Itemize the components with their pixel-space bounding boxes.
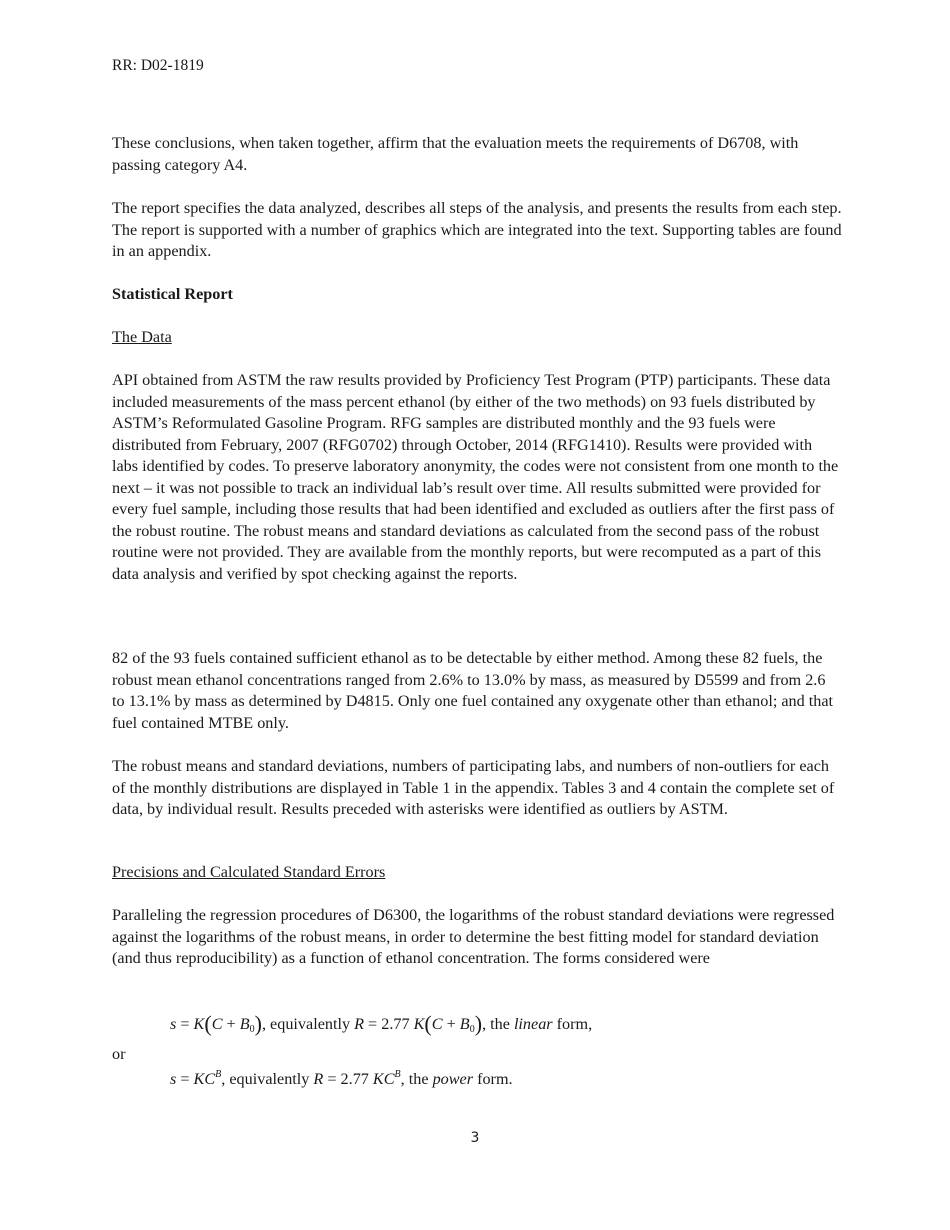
linear-equation-s: $s = K(C + B_0)$ [170, 1011, 262, 1036]
the-data-heading: The Data [112, 328, 172, 346]
linear-connector: , equivalently [261, 1015, 355, 1033]
the-data-heading-wrap [112, 327, 842, 349]
data-paragraph-3: The robust means and standard deviations, numbers of participating labs, and numbers of non-outliers for each of the monthly distributions are displayed in Table 1 in the appendix. Tables 3 and 4 contain the complete set of data, by individual result. Results preceded with asterisks were identified as outliers by ASTM. [112, 757, 835, 818]
power-tail-pre: , the [400, 1070, 433, 1088]
linear-tail-post: form, [552, 1015, 593, 1033]
linear-word: linear [513, 1015, 553, 1033]
report-id-header: RR: D02-1819 [112, 57, 204, 74]
statistical-report-heading: Statistical Report [112, 285, 233, 303]
power-equation-s: $s = KC^B$ [170, 1069, 222, 1088]
precision-paragraph-1: Paralleling the regression procedures of D6300, the logarithms of the robust standard deviations were regressed against the logarithms of the robust means, in order to determine the best fitting model for standard deviation (and thus reproducibility) as a function of ethanol concentration. The forms considered were [112, 906, 835, 967]
power-connector: , equivalently [221, 1070, 314, 1088]
page-number: 3 [470, 1130, 480, 1146]
linear-equation-r: R = 2.77 $K(C + B_0)$ [354, 1011, 483, 1036]
power-form-equation [170, 1069, 513, 1089]
precisions-heading-wrap [112, 862, 842, 884]
power-equation-r: R = 2.77 $KC^B$ [313, 1069, 401, 1088]
power-constant: 2.77 [340, 1070, 369, 1088]
or-connector: or [112, 1045, 126, 1063]
linear-form-equation [170, 1011, 593, 1036]
precisions-heading: Precisions and Calculated Standard Errors [112, 863, 386, 881]
report-spec-paragraph: The report specifies the data analyzed, describes all steps of the analysis, and presents the results from each step. The report is supported with a number of graphics which are integrated into the text. Supporting tables are found in an appendix. [112, 199, 842, 260]
power-word: power [432, 1070, 474, 1088]
linear-constant: 2.77 [381, 1015, 410, 1033]
data-paragraph-2: 82 of the 93 fuels contained sufficient ethanol as to be detectable by either method. Among these 82 fuels, the robust mean ethanol concentrations ranged from 2.6% to 13.0% by mass, as measured by D5599 and from 2.6 to 13.1% by mass as determined by D4815. Only one fuel contained any oxygenate other than ethanol; and that fuel contained MTBE only. [112, 649, 834, 732]
linear-tail-pre: , the [482, 1015, 514, 1033]
conclusions-paragraph: These conclusions, when taken together, affirm that the evaluation meets the requirements of D6708, with passing category A4. [112, 134, 799, 174]
data-paragraph-1: API obtained from ASTM the raw results provided by Proficiency Test Program (PTP) participants. These data included measurements of the mass percent ethanol (by either of the two methods) on 93 fuels distributed by ASTM’s Reformulated Gasoline Program. RFG samples are distributed monthly and the 93 fuels were distributed from February, 2007 (RFG0702) through October, 2014 (RFG1410). Results were provided with labs identified by codes. To preserve laboratory anonymity, the codes were not consistent from one month to the next – it was not possible to track an individual lab’s result over time. All results submitted were provided for every fuel sample, including those results that had been identified and excluded as outliers after the first pass of the robust routine. The robust means and standard deviations as calculated from the second pass of the robust routine were not provided. They are available from the monthly reports, but were recomputed as a part of this data analysis and verified by spot checking against the reports. [112, 371, 839, 583]
power-tail-post: form. [473, 1070, 513, 1088]
